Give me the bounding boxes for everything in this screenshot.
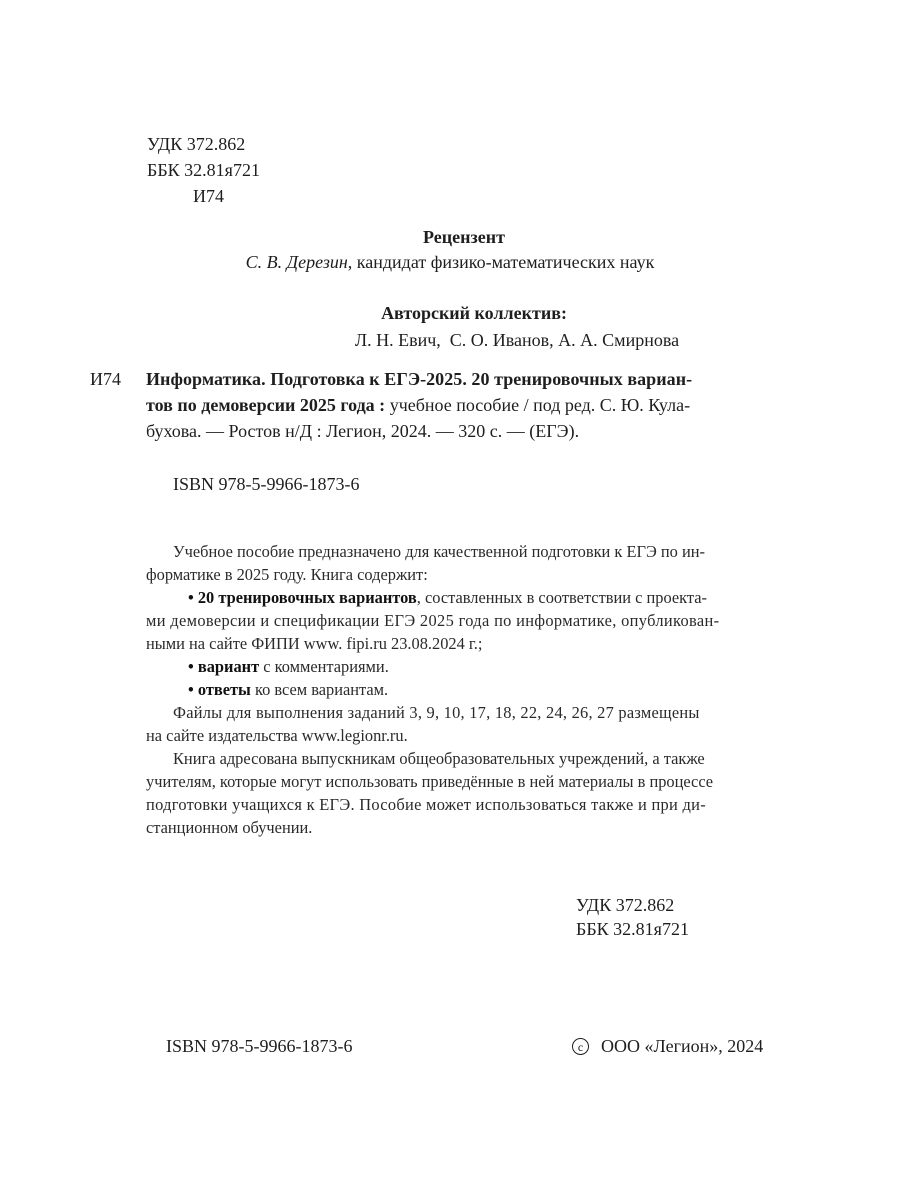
isbn-top: ISBN 978-5-9966-1873-6 (173, 474, 360, 494)
bullet-2-bold: • вариант (188, 657, 260, 676)
bibliographic-title-line-2: тов по демоверсии 2025 года : (146, 395, 386, 415)
copyright-line (572, 1034, 763, 1058)
bullet-3-text: ко всем вариантам. (250, 680, 389, 699)
annotation-bullet-1-line2: ми демоверсии и спецификации ЕГЭ 2025 года по информатике, опубликован- (146, 611, 720, 630)
reviewer-name: С. В. Дерезин (245, 252, 348, 272)
annotation-p3-line2: учителям, которые могут использовать приведённые в ней материалы в процессе (146, 772, 714, 791)
bibliographic-index: И74 (90, 369, 121, 389)
authors-names: Л. Н. Евич, С. О. Иванов, А. А. Смирнова (354, 330, 680, 350)
annotation-p3-line1: Книга адресована выпускникам общеобразовательных учреждений, а также (173, 749, 705, 768)
annotation-p1-line2: форматике в 2025 году. Книга содержит: (146, 565, 428, 584)
annotation-p2-line2: на сайте издательства www.legionr.ru. (146, 726, 408, 745)
copyright-icon: c (572, 1038, 589, 1055)
reviewer-line (0, 250, 900, 274)
bbk-code-top: ББК 32.81я721 (147, 160, 260, 180)
reviewer-heading: Рецензент (423, 227, 505, 247)
annotation-p3-line3: подготовки учащихся к ЕГЭ. Пособие может использоваться также и при ди- (146, 795, 706, 814)
bullet-1-bold: • 20 тренировочных вариантов (188, 588, 417, 607)
authors-heading: Авторский коллектив: (381, 303, 567, 323)
bibliographic-description: учебное пособие / под ред. С. Ю. Кула- (385, 395, 691, 415)
bullet-3-bold: • ответы (188, 680, 251, 699)
reviewer-credentials: , кандидат физико-математических наук (347, 252, 655, 272)
bullet-1-text: , составленных в соответствии с проекта- (416, 588, 707, 607)
bibliographic-line-3: бухова. — Ростов н/Д : Легион, 2024. — 320 с. — (ЕГЭ). (146, 421, 580, 441)
author-index-top: И74 (193, 186, 224, 206)
bibliographic-title-line-1: Информатика. Подготовка к ЕГЭ-2025. 20 тренировочных вариан- (146, 369, 693, 389)
annotation-bullet-1 (188, 587, 707, 608)
bullet-2-text: с комментариями. (259, 657, 389, 676)
bbk-code-bottom: ББК 32.81я721 (576, 919, 689, 939)
annotation-bullet-3 (188, 679, 388, 700)
bibliographic-line-2 (146, 393, 690, 417)
udk-code-top: УДК 372.862 (147, 134, 246, 154)
annotation-p1-line1: Учебное пособие предназначено для качественной подготовки к ЕГЭ по ин- (173, 542, 705, 561)
isbn-bottom: ISBN 978-5-9966-1873-6 (166, 1036, 353, 1056)
copyright-text: ООО «Легион», 2024 (601, 1036, 764, 1056)
annotation-p2-line1: Файлы для выполнения заданий 3, 9, 10, 17, 18, 22, 24, 26, 27 размещены (173, 703, 700, 722)
annotation-bullet-1-line3: ными на сайте ФИПИ www. fipi.ru 23.08.2024 г.; (146, 634, 483, 653)
annotation-bullet-2 (188, 656, 389, 677)
udk-code-bottom: УДК 372.862 (576, 895, 675, 915)
annotation-p3-line4: станционном обучении. (146, 818, 313, 837)
